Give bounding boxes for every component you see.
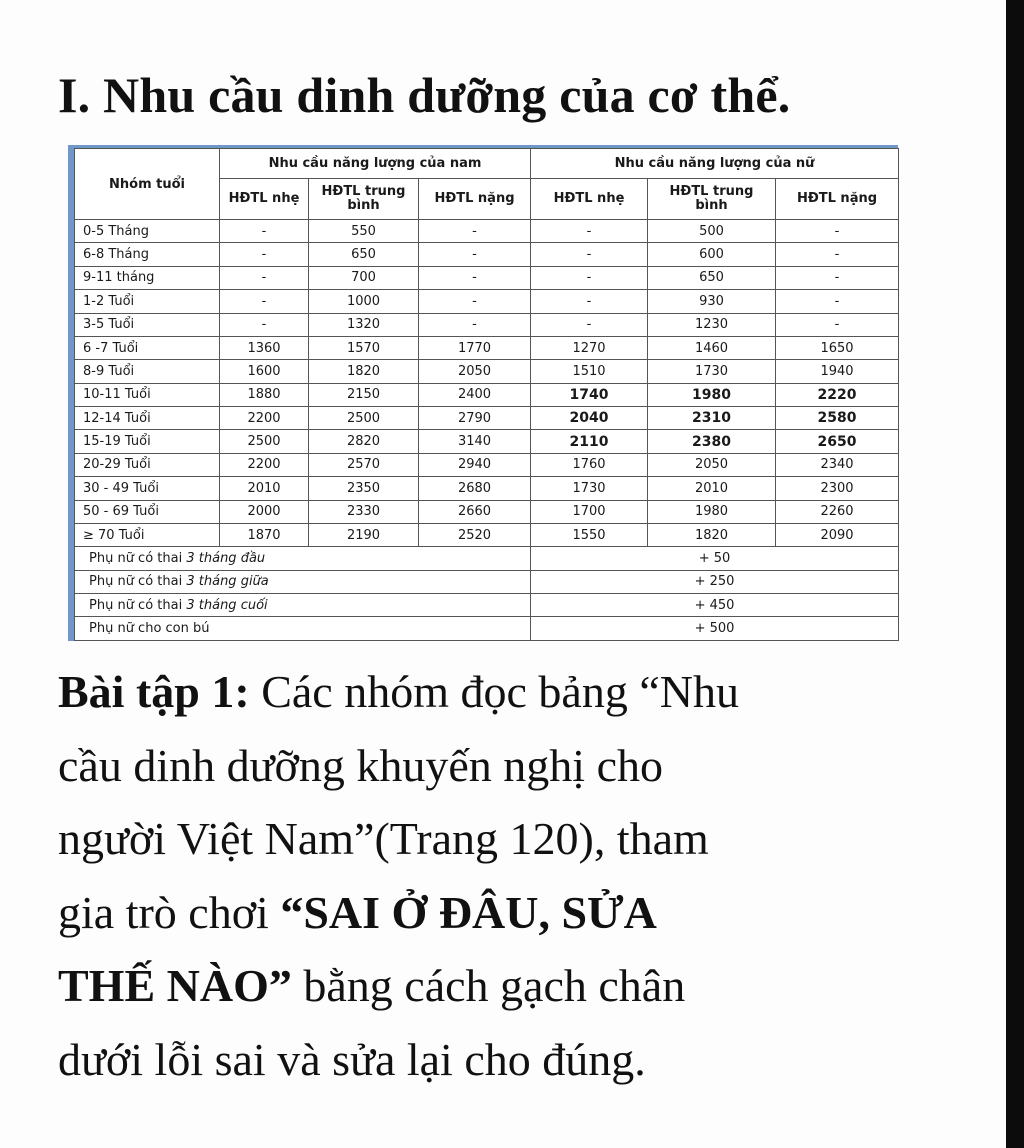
header-male-heavy: HĐTL nặng — [419, 179, 531, 220]
note-row — [75, 547, 899, 570]
value-cell: 1270 — [531, 336, 648, 359]
age-cell: 6-8 Tháng — [75, 243, 220, 266]
value-cell: 2400 — [419, 383, 531, 406]
value-cell: - — [419, 266, 531, 289]
value-cell: 2300 — [776, 477, 899, 500]
value-cell: 2650 — [776, 430, 899, 453]
value-cell: 500 — [648, 220, 776, 243]
value-cell: - — [776, 243, 899, 266]
value-cell: 1770 — [419, 336, 531, 359]
value-cell: 1510 — [531, 360, 648, 383]
value-cell: 2010 — [648, 477, 776, 500]
exercise-label: Bài tập 1: — [58, 666, 250, 717]
value-cell: 2330 — [309, 500, 419, 523]
header-age-group: Nhóm tuổi — [75, 149, 220, 220]
age-cell: 30 - 49 Tuổi — [75, 477, 220, 500]
table-row — [75, 407, 899, 430]
value-cell: 1820 — [309, 360, 419, 383]
value-cell: 1760 — [531, 453, 648, 476]
value-cell: - — [419, 290, 531, 313]
exercise-line — [58, 655, 958, 729]
value-cell: - — [776, 220, 899, 243]
value-cell: 1980 — [648, 383, 776, 406]
value-cell: 2090 — [776, 523, 899, 546]
age-cell: 6 -7 Tuổi — [75, 336, 220, 359]
value-cell: - — [531, 243, 648, 266]
value-cell: 2500 — [309, 407, 419, 430]
section-title: I. Nhu cầu dinh dưỡng của cơ thể. — [58, 67, 791, 123]
exercise-line — [58, 876, 958, 950]
value-cell: - — [220, 243, 309, 266]
value-cell: 2050 — [648, 453, 776, 476]
table-row — [75, 266, 899, 289]
value-cell: 2570 — [309, 453, 419, 476]
value-cell: 1570 — [309, 336, 419, 359]
value-cell: 650 — [309, 243, 419, 266]
note-detail: 3 tháng giữa — [186, 574, 269, 590]
value-cell: - — [531, 220, 648, 243]
age-cell: 9-11 tháng — [75, 266, 220, 289]
value-cell: - — [776, 290, 899, 313]
header-male-energy: Nhu cầu năng lượng của nam — [220, 149, 531, 179]
value-cell: - — [776, 313, 899, 336]
value-cell: 1360 — [220, 336, 309, 359]
table-row — [75, 243, 899, 266]
exercise-text — [58, 655, 958, 1096]
nutrition-table — [74, 148, 899, 641]
note-label: Phụ nữ cho con bú — [89, 621, 210, 637]
header-female-energy: Nhu cầu năng lượng của nữ — [531, 149, 899, 179]
value-cell: 2380 — [648, 430, 776, 453]
exercise-line: người Việt Nam”(Trang 120), tham — [58, 813, 709, 864]
value-cell: - — [419, 220, 531, 243]
value-cell: 2500 — [220, 430, 309, 453]
value-cell: 1730 — [648, 360, 776, 383]
value-cell: 2010 — [220, 477, 309, 500]
header-male-medium: HĐTL trung bình — [309, 179, 419, 220]
value-cell: 3140 — [419, 430, 531, 453]
age-cell: 3-5 Tuổi — [75, 313, 220, 336]
exercise-line4-pre: gia trò chơi — [58, 886, 281, 938]
note-detail: 3 tháng cuối — [186, 597, 268, 613]
note-value: + 500 — [531, 617, 899, 641]
age-cell: 15-19 Tuổi — [75, 430, 220, 453]
nutrition-table-frame — [68, 145, 898, 641]
exercise-line: dưới lỗi sai và sửa lại cho đúng. — [58, 1033, 646, 1085]
header-female-heavy: HĐTL nặng — [776, 179, 899, 220]
table-row — [75, 383, 899, 406]
exercise-line: cầu dinh dưỡng khuyến nghị cho — [58, 739, 663, 791]
note-value: + 50 — [531, 547, 899, 570]
note-label-cell — [75, 617, 531, 641]
exercise-line5-rest: bằng cách gạch chân — [291, 960, 686, 1011]
note-label-cell — [75, 594, 531, 617]
value-cell: 2260 — [776, 500, 899, 523]
note-label-cell — [75, 570, 531, 593]
table-row — [75, 430, 899, 453]
value-cell: 1870 — [220, 523, 309, 546]
table-row — [75, 453, 899, 476]
age-cell: 20-29 Tuổi — [75, 453, 220, 476]
note-row — [75, 594, 899, 617]
age-cell: 50 - 69 Tuổi — [75, 500, 220, 523]
value-cell: - — [531, 266, 648, 289]
value-cell: 1740 — [531, 383, 648, 406]
exercise-line1: Các nhóm đọc bảng “Nhu — [261, 666, 739, 717]
value-cell: 2190 — [309, 523, 419, 546]
value-cell: 2340 — [776, 453, 899, 476]
age-cell: ≥ 70 Tuổi — [75, 523, 220, 546]
note-label: Phụ nữ có thai — [89, 550, 183, 566]
value-cell: - — [220, 290, 309, 313]
value-cell: - — [419, 243, 531, 266]
age-cell: 1-2 Tuổi — [75, 290, 220, 313]
age-cell: 8-9 Tuổi — [75, 360, 220, 383]
value-cell: 2200 — [220, 453, 309, 476]
table-row — [75, 336, 899, 359]
value-cell: 2040 — [531, 407, 648, 430]
note-row — [75, 617, 899, 641]
value-cell: 1980 — [648, 500, 776, 523]
value-cell: 1880 — [220, 383, 309, 406]
note-label-cell — [75, 547, 531, 570]
value-cell: 1230 — [648, 313, 776, 336]
value-cell: 1650 — [776, 336, 899, 359]
value-cell: 2660 — [419, 500, 531, 523]
value-cell: - — [419, 313, 531, 336]
age-cell: 12-14 Tuổi — [75, 407, 220, 430]
exercise-line — [58, 949, 958, 1023]
value-cell: 2350 — [309, 477, 419, 500]
value-cell: 650 — [648, 266, 776, 289]
note-label: Phụ nữ có thai — [89, 574, 183, 590]
value-cell: - — [531, 313, 648, 336]
value-cell: 2310 — [648, 407, 776, 430]
value-cell: 700 — [309, 266, 419, 289]
value-cell: 2820 — [309, 430, 419, 453]
value-cell: - — [220, 266, 309, 289]
value-cell: 2110 — [531, 430, 648, 453]
value-cell: 1320 — [309, 313, 419, 336]
game-name-part2: THẾ NÀO” — [58, 960, 292, 1011]
age-cell: 0-5 Tháng — [75, 220, 220, 243]
value-cell: 2790 — [419, 407, 531, 430]
value-cell: 2150 — [309, 383, 419, 406]
table-row — [75, 313, 899, 336]
table-row — [75, 523, 899, 546]
game-name-part1: “SAI Ở ĐÂU, SỬA — [280, 886, 657, 938]
value-cell: 1000 — [309, 290, 419, 313]
note-row — [75, 570, 899, 593]
value-cell: 930 — [648, 290, 776, 313]
value-cell: - — [776, 266, 899, 289]
value-cell: 1820 — [648, 523, 776, 546]
table-row — [75, 360, 899, 383]
value-cell: 2200 — [220, 407, 309, 430]
header-female-medium: HĐTL trung bình — [648, 179, 776, 220]
value-cell: 2940 — [419, 453, 531, 476]
value-cell: 2050 — [419, 360, 531, 383]
value-cell: - — [531, 290, 648, 313]
table-row — [75, 220, 899, 243]
value-cell: 600 — [648, 243, 776, 266]
header-female-light: HĐTL nhẹ — [531, 179, 648, 220]
value-cell: 2220 — [776, 383, 899, 406]
value-cell: - — [220, 220, 309, 243]
value-cell: 1700 — [531, 500, 648, 523]
table-row — [75, 290, 899, 313]
value-cell: 2580 — [776, 407, 899, 430]
note-detail: 3 tháng đầu — [186, 550, 266, 566]
note-value: + 250 — [531, 570, 899, 593]
table-body — [75, 220, 899, 641]
note-value: + 450 — [531, 594, 899, 617]
value-cell: 2520 — [419, 523, 531, 546]
value-cell: 1460 — [648, 336, 776, 359]
value-cell: 1940 — [776, 360, 899, 383]
value-cell: 1600 — [220, 360, 309, 383]
value-cell: 2000 — [220, 500, 309, 523]
value-cell: 1550 — [531, 523, 648, 546]
age-cell: 10-11 Tuổi — [75, 383, 220, 406]
table-row — [75, 477, 899, 500]
value-cell: 550 — [309, 220, 419, 243]
value-cell: - — [220, 313, 309, 336]
header-male-light: HĐTL nhẹ — [220, 179, 309, 220]
value-cell: 2680 — [419, 477, 531, 500]
note-label: Phụ nữ có thai — [89, 597, 183, 613]
table-row — [75, 500, 899, 523]
value-cell: 1730 — [531, 477, 648, 500]
